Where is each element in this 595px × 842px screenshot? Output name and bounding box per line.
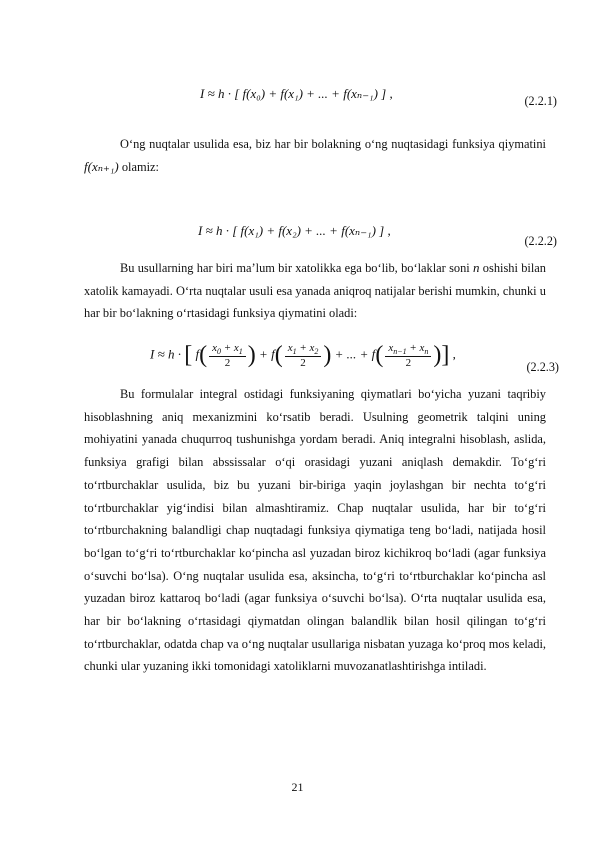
equation-number-2-2-1: (2.2.1) [524,94,557,108]
equation-number-2-2-3: (2.2.3) [526,360,559,374]
paragraph-1-text-before: O‘ng nuqtalar usulida esa, biz har bir bolakning o‘ng nuqtasidagi funksiya qiymatini [120,137,546,151]
page-number: 21 [291,780,304,794]
paragraph-1-text-after: olamiz: [121,159,159,174]
equation-2-2-1 [200,86,393,102]
inline-formula-f-x-n-plus-1: f(xₙ₊₁) [84,158,119,174]
paragraph-geometric-interpretation: Bu formulalar integral ostidagi funksiyaning qiymatlari bo‘yicha yuzani taqribiy hisoblashning aniq mexanizmini ko‘rsatib beradi. Usulning geometrik talqini uning mohiyatini yanada chuqurroq tushunishga yordam beradi. Aniq integralni hisoblash, aslida, funksiya grafigi bilan abssissalar o‘qi orasidagi yuzani aniqlash demakdir. To‘g‘ri to‘rtburchaklar usulida, biz bu yuzani bir-biriga yaqin joylashgan bir nechta to‘g‘ri to‘rtburchaklar yig‘indisi bilan almashtiramiz. Chap nuqtalar usulida, har bir to‘g‘ri to‘rtburchakning balandligi chap nuqtadagi funksiya qiymatiga teng bo‘ladi, natijada hosil bo‘lgan to‘g‘ri to‘rtburchaklar ko‘pincha asl yuzadan biroz kichikroq bo‘ladi (agar funksiya o‘suvchi bo‘lsa). O‘ng nuqtalar usulida esa, aksincha, to‘g‘ri to‘rtburchaklar ko‘pincha asl yuzadan biroz kattaroq bo‘ladi (agar funksiya o‘suvchi bo‘lsa). O‘rta nuqtalar usulida esa, har bir bo‘lakning o‘rtasidagi qiymatdan olingan balandlik bilan hosil qilingan to‘g‘ri to‘rtburchaklar, odatda chap va o‘ng nuqtalar usullariga nisbatan yuzaga ko‘proq mos keladi, chunki ular yuzaning ikki tomonidagi xatoliklarni muvozanatlashtirishga intiladi. [84,387,546,674]
paragraph-2-text-after: oshishi bilan xatolik kamayadi. O‘rta nuqtalar usuli esa yanada aniqroq natijalar berishi mumkin, chunki u har bir bo‘lakning o‘rtasidagi funksiya qiymatini oladi: [84,261,546,321]
equation-2-2-1-text: I ≈ h · [ f(x₀) + f(x₁) + ... + f(xₙ₋₁) ] , [200,86,393,101]
paragraph-right-points [84,133,546,178]
equation-2-2-3: I ≈ h · [ f( $\frac{x_0 + x_1}{2}$ ) + f( $\frac{x_1 + x_2}{2}$ ) + ... + f( $\frac{x_{n-1} + x_n}{2}$ )] , [150,342,456,370]
paragraph-2-text-before: Bu usullarning har biri ma’lum bir xatolikka ega bo‘lib, bo‘laklar soni [120,261,470,275]
equation-2-2-2 [198,223,391,239]
paragraph-error-midpoint [84,257,546,325]
equation-number-2-2-2: (2.2.2) [524,234,557,248]
inline-formula-n: n [473,260,480,275]
equation-2-2-2-text: I ≈ h · [ f(x₁) + f(x₂) + ... + f(xₙ₋₁) ] , [198,223,391,238]
